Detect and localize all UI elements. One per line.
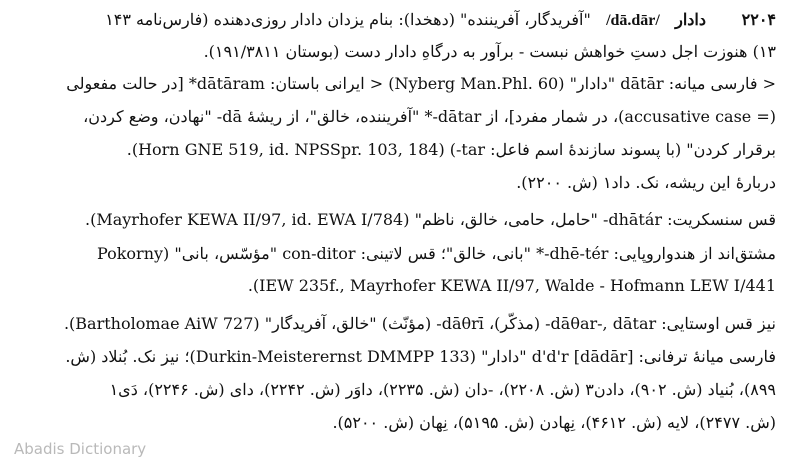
line-6: دربارهٔ این ریشه، نک. داد۱ (ش. ۲۲۰۰).: [516, 173, 776, 192]
page-number: ۲۲۰۴: [741, 10, 776, 29]
line-9: IEW 235f., Mayrhofer KEWA II/97, Walde - Hofmann LEW I/441).: [247, 276, 776, 295]
line-2: ۱۳) هنوزت اجل دستِ خواهش نبست - برآور به درگاهِ دادار دست (بوستان ۱۹۱/۳۸۱۱).: [203, 42, 776, 61]
line-12: ۸۹۹)، بُنیاد (ش. ۹۰۲)، دادن۳ (ش. ۲۲۰۸)، -دان (ش. ۲۲۳۵)، داوَر (ش. ۲۲۴۲)، دای (ش. ۲۲۴۶)، دَی۱: [109, 380, 776, 399]
line-11: فارسی میانهٔ ترفانی: d'd'r [dādār] "دادار" (Durkin-Meisterernst DMMPP 133)؛ نیز نک. بُنلاد (ش.: [65, 347, 776, 366]
line-4: (= accusative case)، در شمار مفرد]، از dātar-* "آفریننده، خالق"، از ریشهٔ dā- "نهادن، وضع کردن،: [83, 107, 776, 126]
watermark: Abadis Dictionary: [14, 440, 147, 458]
line-8: مشتق‌اند از هندواروپایی: dhē-tér-* "بانی، خالق"؛ قس لاتینی: con-ditor "مؤسّس، بانی" (Pokorny: [96, 244, 776, 263]
dictionary-page: [24, 4, 776, 444]
line-7: قس سنسکریت: dhātár- "حامل، حامی، خالق، ناظم" (Mayrhofer KEWA II/97, id. EWA I/784).: [85, 210, 776, 229]
line-10: نیز قس اوستایی: dāθar-, dātar- (مذکّر)، dāθrī- (مؤنّث) "خالق، آفریدگار" (Bartholomae AiW 727).: [63, 314, 776, 333]
entry-header-line: [24, 4, 776, 36]
line-13: (ش. ۲۴۷۷)، لایه (ش. ۴۶۱۲)، نِهادن (ش. ۵۱۹۵)، نِهان (ش. ۵۲۰۰).: [332, 413, 776, 432]
line-3: < فارسی میانه: dātār "دادار" (Nyberg Man.Phl. 60) < ایرانی باستان: dātāram* [در حالت مفعولی: [66, 74, 776, 93]
headword: دادار: [675, 10, 706, 29]
headword-meaning: "آفریدگار، آفریننده" (دهخدا): بنام یزدان دادار روزی‌دهنده (فارس‌نامه ۱۴۳: [105, 10, 591, 29]
line-5: برقرار کردن" (با پسوند سازندهٔ اسم فاعل: tar-) (Horn GNE 519, id. NPSSpr. 103, 184).: [126, 140, 776, 159]
headword-transcription: /dā.dār/: [606, 12, 660, 29]
